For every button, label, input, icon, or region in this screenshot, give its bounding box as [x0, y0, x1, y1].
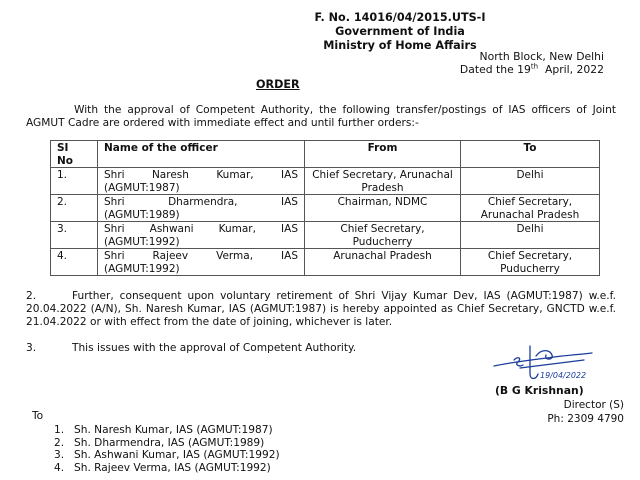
recipients-label: To	[32, 410, 44, 422]
list-item: 2. Sh. Dharmendra, IAS (AGMUT:1989)	[54, 436, 265, 449]
cell-officer-name: Shri Dharmendra, IAS (AGMUT:1989)	[98, 195, 305, 222]
cell-sl-no: 1.	[51, 168, 98, 195]
cell-officer-name: Shri Rajeev Verma, IAS (AGMUT:1992)	[98, 249, 305, 276]
paragraph-3-number: 3.	[26, 342, 37, 354]
header-from: From	[305, 141, 461, 168]
cell-to: Delhi	[461, 168, 600, 195]
signatory-designation: Director (S)	[563, 399, 624, 411]
paragraph-3-text: This issues with the approval of Competent Authority.	[72, 342, 357, 354]
government-heading: Government of India	[335, 25, 465, 38]
paragraph-2	[26, 290, 616, 329]
officer-cadre: (AGMUT:1987)	[104, 181, 180, 194]
table-row	[51, 249, 600, 276]
ministry-heading: Ministry of Home Affairs	[323, 39, 477, 52]
cell-sl-no: 4.	[51, 249, 98, 276]
paragraph-2-number: 2.	[26, 290, 37, 302]
officer-cadre: (AGMUT:1992)	[104, 235, 180, 248]
cell-from: Chief Secretary, Puducherry	[305, 222, 461, 249]
header-sl-no: SI No	[51, 141, 98, 168]
signatory-name: (B G Krishnan)	[495, 384, 584, 397]
issue-date	[460, 63, 604, 76]
cell-to: Chief Secretary, Puducherry	[461, 249, 600, 276]
issuing-place: North Block, New Delhi	[479, 50, 604, 63]
signatory-details	[0, 398, 624, 426]
cell-from: Arunachal Pradesh	[305, 249, 461, 276]
header-to: To	[461, 141, 600, 168]
table-row	[51, 222, 600, 249]
recipients-list	[54, 424, 280, 475]
cell-from: Chief Secretary, Arunachal Pradesh	[305, 168, 461, 195]
order-title: ORDER	[256, 78, 300, 91]
cell-sl-no: 2.	[51, 195, 98, 222]
officer-cadre: (AGMUT:1989)	[104, 208, 180, 221]
header-officer-name: Name of the officer	[98, 141, 305, 168]
cell-from: Chairman, NDMC	[305, 195, 461, 222]
date-prefix: Dated the 19	[459, 63, 531, 76]
cell-officer-name: Shri Ashwani Kumar, IAS (AGMUT:1992)	[98, 222, 305, 249]
intro-paragraph: With the approval of Competent Authority, the following transfer/postings of IAS officers of Joint AGMUT Cadre are ordered with immediate effect and until further orders:-	[26, 104, 616, 129]
signature-date: 19/04/2022	[540, 371, 587, 380]
cell-officer-name: Shri Naresh Kumar, IAS (AGMUT:1987)	[98, 168, 305, 195]
list-item: 1. Sh. Naresh Kumar, IAS (AGMUT:1987)	[54, 424, 273, 436]
cell-sl-no: 3.	[51, 222, 98, 249]
table-header-row	[51, 141, 600, 168]
cell-to: Delhi	[461, 222, 600, 249]
table-row	[51, 168, 600, 195]
paragraph-2-text: Further, consequent upon voluntary retirement of Shri Vijay Kumar Dev, IAS (AGMUT:1987) w.e.f. 20.04.2022 (A/N), Sh. Naresh Kumar, IAS (AGMUT:1987) is hereby appointed as Chief Secretary, GNCTD w.e.f. 21.04.2022 or with effect from the date of joining, whichever is later.	[26, 290, 616, 328]
signatory-phone: Ph: 2309 4790	[547, 413, 624, 425]
date-ordinal: th	[530, 62, 539, 71]
date-rest: April, 2022	[544, 63, 604, 76]
cell-to: Chief Secretary, Arunachal Pradesh	[461, 195, 600, 222]
table-row	[51, 195, 600, 222]
handwritten-signature	[492, 344, 602, 384]
list-item: 4. Sh. Rajeev Verma, IAS (AGMUT:1992)	[54, 462, 271, 475]
officer-cadre: (AGMUT:1992)	[104, 262, 180, 275]
file-number: F. No. 14016/04/2015.UTS-I	[314, 11, 486, 24]
list-item: 3. Sh. Ashwani Kumar, IAS (AGMUT:1992)	[54, 449, 280, 462]
transfer-table	[50, 140, 600, 276]
